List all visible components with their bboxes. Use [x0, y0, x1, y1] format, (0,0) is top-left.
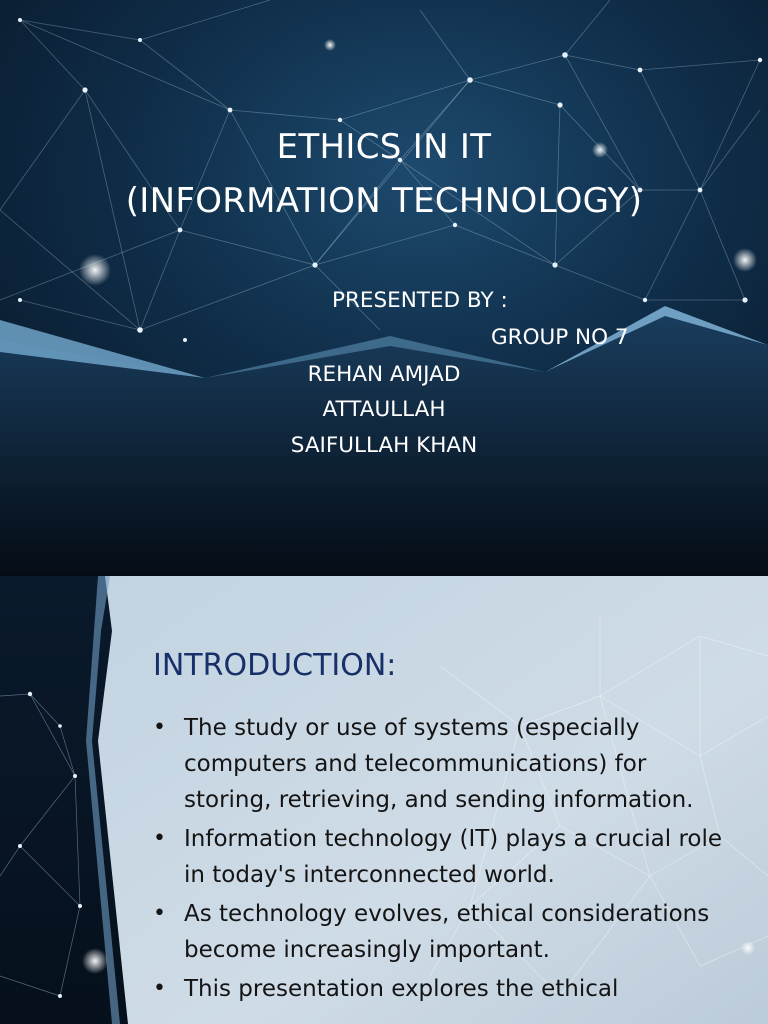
bullet-list: [153, 710, 733, 1010]
bullet-text: The study or use of systems (especially computers and telecommunications) for storing, retrieving, and sending information.: [184, 715, 694, 813]
member-name: REHAN AMJAD: [307, 362, 461, 387]
bullet-item: [153, 971, 733, 1007]
member-name: SAIFULLAH KHAN: [290, 433, 478, 458]
bullet-dot-icon: •: [153, 901, 166, 926]
bullet-text: This presentation explores the ethical: [184, 976, 619, 1002]
introduction-slide: [0, 576, 768, 1024]
slide-title-line-1: ETHICS IN IT: [276, 127, 492, 167]
bullet-text: As technology evolves, ethical considerations become increasingly important.: [184, 901, 710, 963]
bullet-dot-icon: •: [153, 976, 166, 1001]
member-name: ATTAULLAH: [322, 397, 446, 422]
bullet-text: Information technology (IT) plays a crucial role in today's interconnected world.: [184, 826, 723, 888]
bullet-item: [153, 710, 733, 818]
slide-heading: INTRODUCTION:: [153, 648, 397, 683]
bullet-dot-icon: •: [153, 715, 166, 740]
bullet-dot-icon: •: [153, 826, 166, 851]
bullet-item: [153, 821, 733, 893]
group-label: GROUP NO 7: [491, 325, 629, 350]
slide-title-line-2: (INFORMATION TECHNOLOGY): [125, 181, 643, 221]
presented-by-label: PRESENTED BY :: [332, 288, 508, 313]
bullet-item: [153, 896, 733, 968]
